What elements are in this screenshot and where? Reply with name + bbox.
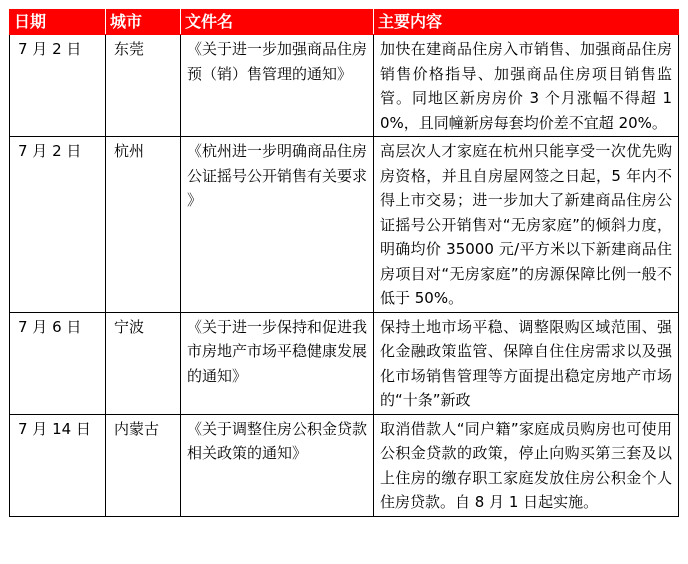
header-city: 城市 (106, 10, 181, 35)
header-date: 日期 (10, 10, 106, 35)
cell-city: 宁波 (106, 312, 181, 414)
cell-content: 保持土地市场平稳、调整限购区域范围、强化金融政策监管、保障自住住房需求以及强化市场销售管理等方面提出稳定房地产市场的“十条”新政 (374, 312, 679, 414)
cell-document: 《关于进一步加强商品住房预（销）售管理的通知》 (181, 35, 374, 137)
header-content: 主要内容 (374, 10, 679, 35)
cell-date: 7 月 14 日 (10, 414, 106, 516)
cell-document: 《杭州进一步明确商品住房公证摇号公开销售有关要求 》 (181, 137, 374, 313)
table-header (10, 10, 679, 35)
cell-date: 7 月 6 日 (10, 312, 106, 414)
table-row (10, 312, 679, 414)
cell-document: 《关于调整住房公积金贷款相关政策的通知》 (181, 414, 374, 516)
table-row (10, 35, 679, 137)
cell-content: 高层次人才家庭在杭州只能享受一次优先购房资格，并且自房屋网签之日起，5 年内不得上市交易；进一步加大了新建商品住房公证摇号公开销售对“无房家庭”的倾斜力度，明确均价 35000 元/平方米以下新建商品住房项目对“无房家庭”的房源保障比例一般不低于 50%。 (374, 137, 679, 313)
header-document: 文件名 (181, 10, 374, 35)
cell-content: 取消借款人“同户籍”家庭成员购房也可使用公积金贷款的政策，停止向购买第三套及以上住房的缴存职工家庭发放住房公积金个人住房贷款。自 8 月 1 日起实施。 (374, 414, 679, 516)
cell-city: 杭州 (106, 137, 181, 313)
table-row (10, 414, 679, 516)
header-row (10, 10, 679, 35)
table-body (10, 35, 679, 517)
cell-document: 《关于进一步保持和促进我市房地产市场平稳健康发展的通知》 (181, 312, 374, 414)
cell-city: 内蒙古 (106, 414, 181, 516)
cell-content: 加快在建商品住房入市销售、加强商品住房销售价格指导、加强商品住房项目销售监管。同地区新房房价 3 个月涨幅不得超 10%，且同幢新房每套均价差不宜超 20%。 (374, 35, 679, 137)
cell-city: 东莞 (106, 35, 181, 137)
table-row (10, 137, 679, 313)
cell-date: 7 月 2 日 (10, 35, 106, 137)
policy-table-container (9, 9, 678, 517)
cell-date: 7 月 2 日 (10, 137, 106, 313)
policy-table (9, 9, 679, 517)
